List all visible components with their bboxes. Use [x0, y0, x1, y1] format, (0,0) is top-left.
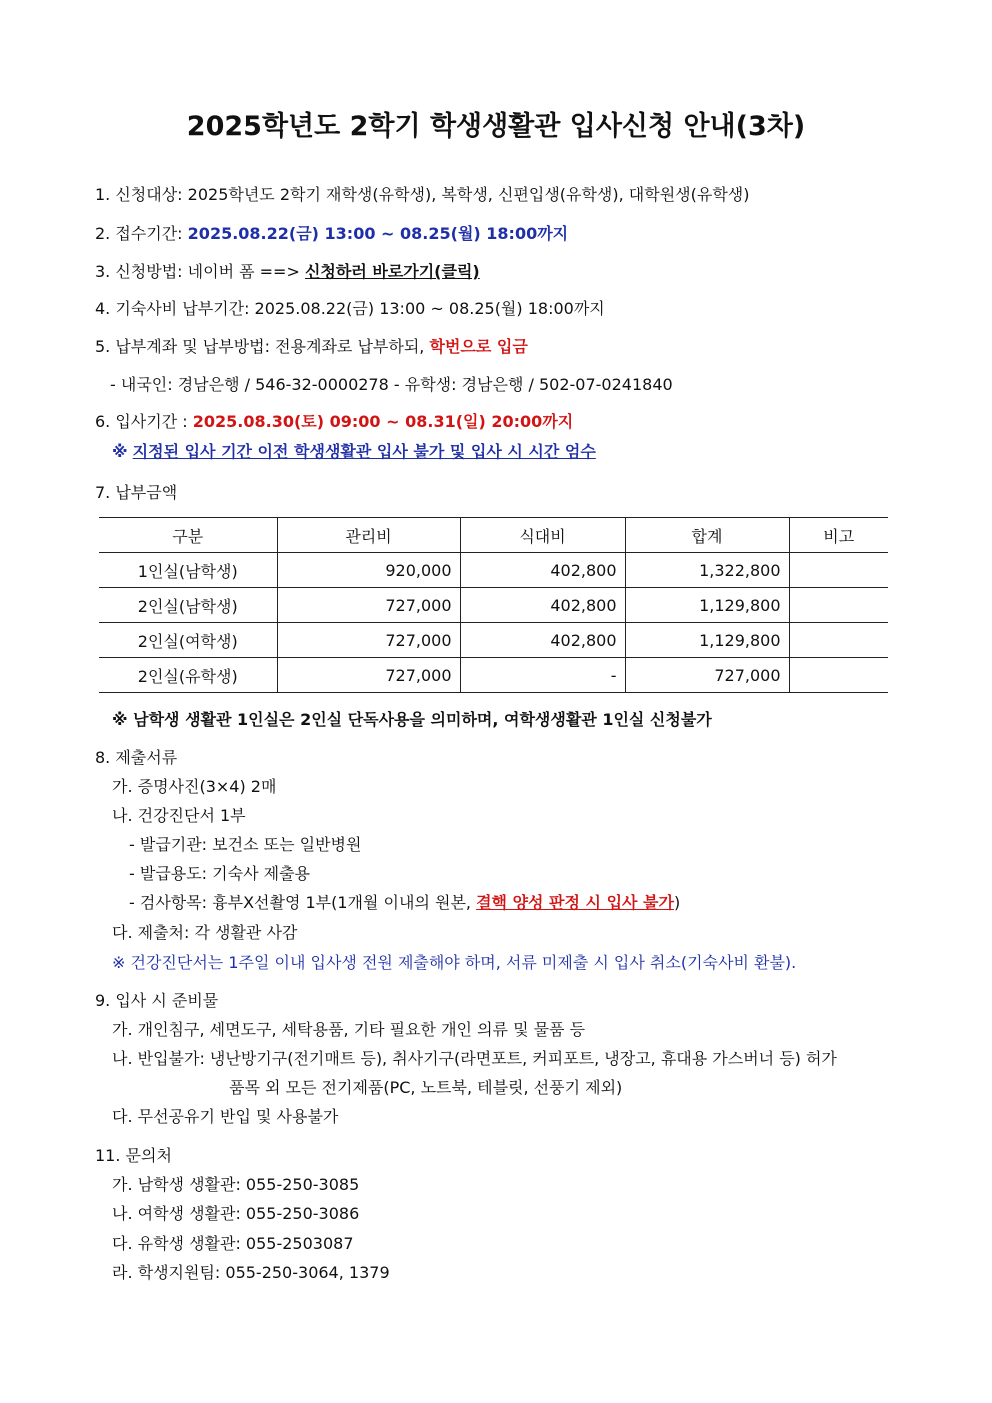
table-row: 2인실(여학생) 727,000 402,800 1,129,800 — [99, 623, 888, 658]
table-header: 합계 — [625, 518, 789, 553]
contact-men: 가. 남학생 생활관: 055-250-3085 — [112, 1175, 360, 1194]
move-in-period-value: 2025.08.30(토) 09:00 ~ 08.31(일) 20:00까지 — [192, 412, 574, 431]
item-application-period: 2. 접수기간: 2025.08.22(금) 13:00 ~ 08.25(월) 18:00까지 — [95, 224, 569, 243]
item-payment-method: 5. 납부계좌 및 납부방법: 전용계좌로 납부하되, 학번으로 입금 — [95, 337, 528, 356]
prep-router: 다. 무선공유기 반입 및 사용불가 — [112, 1107, 339, 1126]
table-header: 관리비 — [277, 518, 460, 553]
table-header: 식대비 — [460, 518, 625, 553]
doc-health-cert: 나. 건강진단서 1부 — [112, 806, 246, 825]
table-header: 비고 — [789, 518, 888, 553]
doc-submit-to: 다. 제출처: 각 생활관 사감 — [112, 923, 298, 942]
prep-personal: 가. 개인침구, 세면도구, 세탁용품, 기타 필요한 개인 의류 및 물품 등 — [112, 1020, 586, 1039]
contact-intl: 다. 유학생 생활관: 055-2503087 — [112, 1234, 354, 1253]
table-row: 2인실(유학생) 727,000 - 727,000 — [99, 658, 888, 693]
doc-exam-items: - 검사항목: 흉부X선촬영 1부(1개월 이내의 원본, 결핵 양성 판정 시 입사 불가) — [129, 893, 681, 912]
item-contacts: 11. 문의처 — [95, 1146, 172, 1165]
fee-note: ※ 남학생 생활관 1인실은 2인실 단독사용을 의미하며, 여학생생활관 1인실 신청불가 — [112, 710, 712, 729]
tb-warning: 결핵 양성 판정 시 입사 불가 — [476, 893, 674, 912]
table-header-row — [99, 518, 888, 553]
item-target: 1. 신청대상: 2025학년도 2학기 재학생(유학생), 복학생, 신편입생(유학생), 대학원생(유학생) — [95, 185, 750, 204]
payment-accounts: - 내국인: 경남은행 / 546-32-0000278 - 유학생: 경남은행 / 502-07-0241840 — [110, 375, 673, 394]
doc-photo: 가. 증명사진(3×4) 2매 — [112, 777, 277, 796]
item-documents: 8. 제출서류 — [95, 748, 178, 767]
doc-note: ※ 건강진단서는 1주일 이내 입사생 전원 제출해야 하며, 서류 미제출 시 입사 취소(기숙사비 환불). — [112, 953, 797, 972]
item-preparation: 9. 입사 시 준비물 — [95, 991, 219, 1010]
prep-prohibited-cont: 품목 외 모든 전기제품(PC, 노트북, 테블릿, 선풍기 제외) — [229, 1078, 623, 1097]
fee-table — [99, 517, 888, 693]
contact-women: 나. 여학생 생활관: 055-250-3086 — [112, 1204, 360, 1223]
contact-support: 라. 학생지원팀: 055-250-3064, 1379 — [112, 1263, 390, 1282]
item-move-in-period: 6. 입사기간 : 2025.08.30(토) 09:00 ~ 08.31(일) 20:00까지 — [95, 412, 574, 431]
move-in-note: ※ 지정된 입사 기간 이전 학생생활관 입사 불가 및 입사 시 시간 엄수 — [112, 442, 596, 461]
payment-emphasis: 학번으로 입금 — [429, 337, 528, 356]
item-fee-period: 4. 기숙사비 납부기간: 2025.08.22(금) 13:00 ~ 08.25(월) 18:00까지 — [95, 299, 605, 318]
page-title: 2025학년도 2학기 학생생활관 입사신청 안내(3차) — [186, 111, 806, 142]
table-header: 구분 — [99, 518, 277, 553]
doc-issuer: - 발급기관: 보건소 또는 일반병원 — [129, 835, 362, 854]
item-application-method: 3. 신청방법: 네이버 폼 ==> 신청하러 바로가기(클릭) — [95, 262, 480, 281]
application-period-value: 2025.08.22(금) 13:00 ~ 08.25(월) 18:00까지 — [187, 224, 569, 243]
table-row: 1인실(남학생) 920,000 402,800 1,322,800 — [99, 553, 888, 588]
table-row: 2인실(남학생) 727,000 402,800 1,129,800 — [99, 588, 888, 623]
item-fee-amount: 7. 납부금액 — [95, 483, 178, 502]
prep-prohibited: 나. 반입불가: 냉난방기구(전기매트 등), 취사기구(라면포트, 커피포트, 냉장고, 휴대용 가스버너 등) 허가 — [112, 1049, 837, 1068]
doc-purpose: - 발급용도: 기숙사 제출용 — [129, 864, 310, 883]
apply-link[interactable]: 신청하러 바로가기(클릭) — [304, 262, 480, 281]
